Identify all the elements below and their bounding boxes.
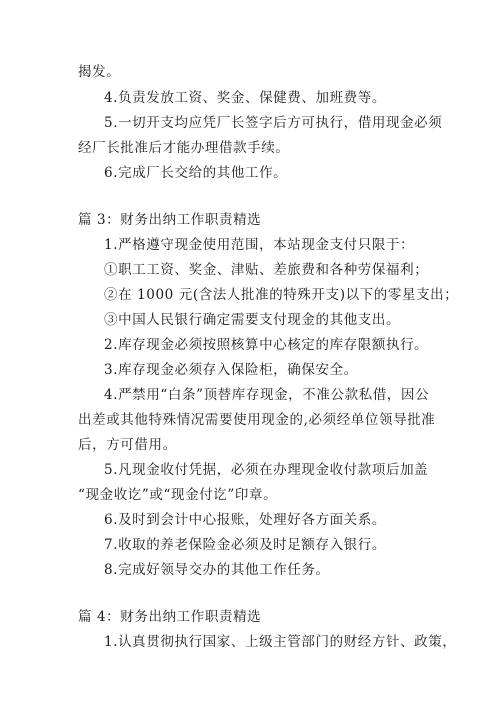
paragraph-line: 6.及时到会计中心报账，处理好各方面关系。 (104, 512, 386, 528)
section-title: 篇 4：财务出纳工作职责精选 (78, 609, 262, 625)
paragraph-line: ②在 1000 元(含法人批准的特殊开支)以下的零星支出； (104, 287, 459, 303)
paragraph-line: ①职工工资、奖金、津贴、差旅费和各种劳保福利； (104, 262, 429, 278)
paragraph-line: 4.严禁用“白条”顶替库存现金，不准公款私借，因公 (104, 387, 430, 403)
paragraph-line: 5.凡现金收付凭据，必须在办理现金收付款项后加盖 (104, 462, 429, 478)
paragraph-line: 1.严格遵守现金使用范围，本站现金支付只限于： (104, 237, 415, 253)
section-title: 篇 3：财务出纳工作职责精选 (78, 212, 262, 228)
paragraph-line: 出差或其他特殊情况需要使用现金的,必须经单位领导批准 (78, 412, 436, 428)
paragraph-line: ③中国人民银行确定需要支付现金的其他支出。 (104, 312, 401, 328)
paragraph-line: 2.库存现金必须按照核算中心核定的库存限额执行。 (104, 337, 429, 353)
paragraph-line: 3.库存现金必须存入保险柜，确保安全。 (104, 362, 358, 378)
paragraph-line: 经厂长批准后才能办理借款手续。 (78, 140, 290, 156)
paragraph-line: 1.认真贯彻执行国家、上级主管部门的财经方针、政策， (104, 634, 457, 650)
paragraph-line: 揭发。 (78, 64, 121, 80)
paragraph-line: 6.完成厂长交给的其他工作。 (104, 165, 288, 181)
paragraph-line: 后，方可借用。 (78, 437, 177, 453)
paragraph-line: 8.完成好领导交办的其他工作任务。 (104, 562, 330, 578)
paragraph-line: “现金收讫”或“现金付讫”印章。 (78, 487, 278, 503)
paragraph-line: 7.收取的养老保险金必须及时足额存入银行。 (104, 537, 386, 553)
paragraph-line: 4.负责发放工资、奖金、保健费、加班费等。 (104, 90, 386, 106)
paragraph-line: 5.一切开支均应凭厂长签字后方可执行，借用现金必须 (104, 115, 443, 131)
